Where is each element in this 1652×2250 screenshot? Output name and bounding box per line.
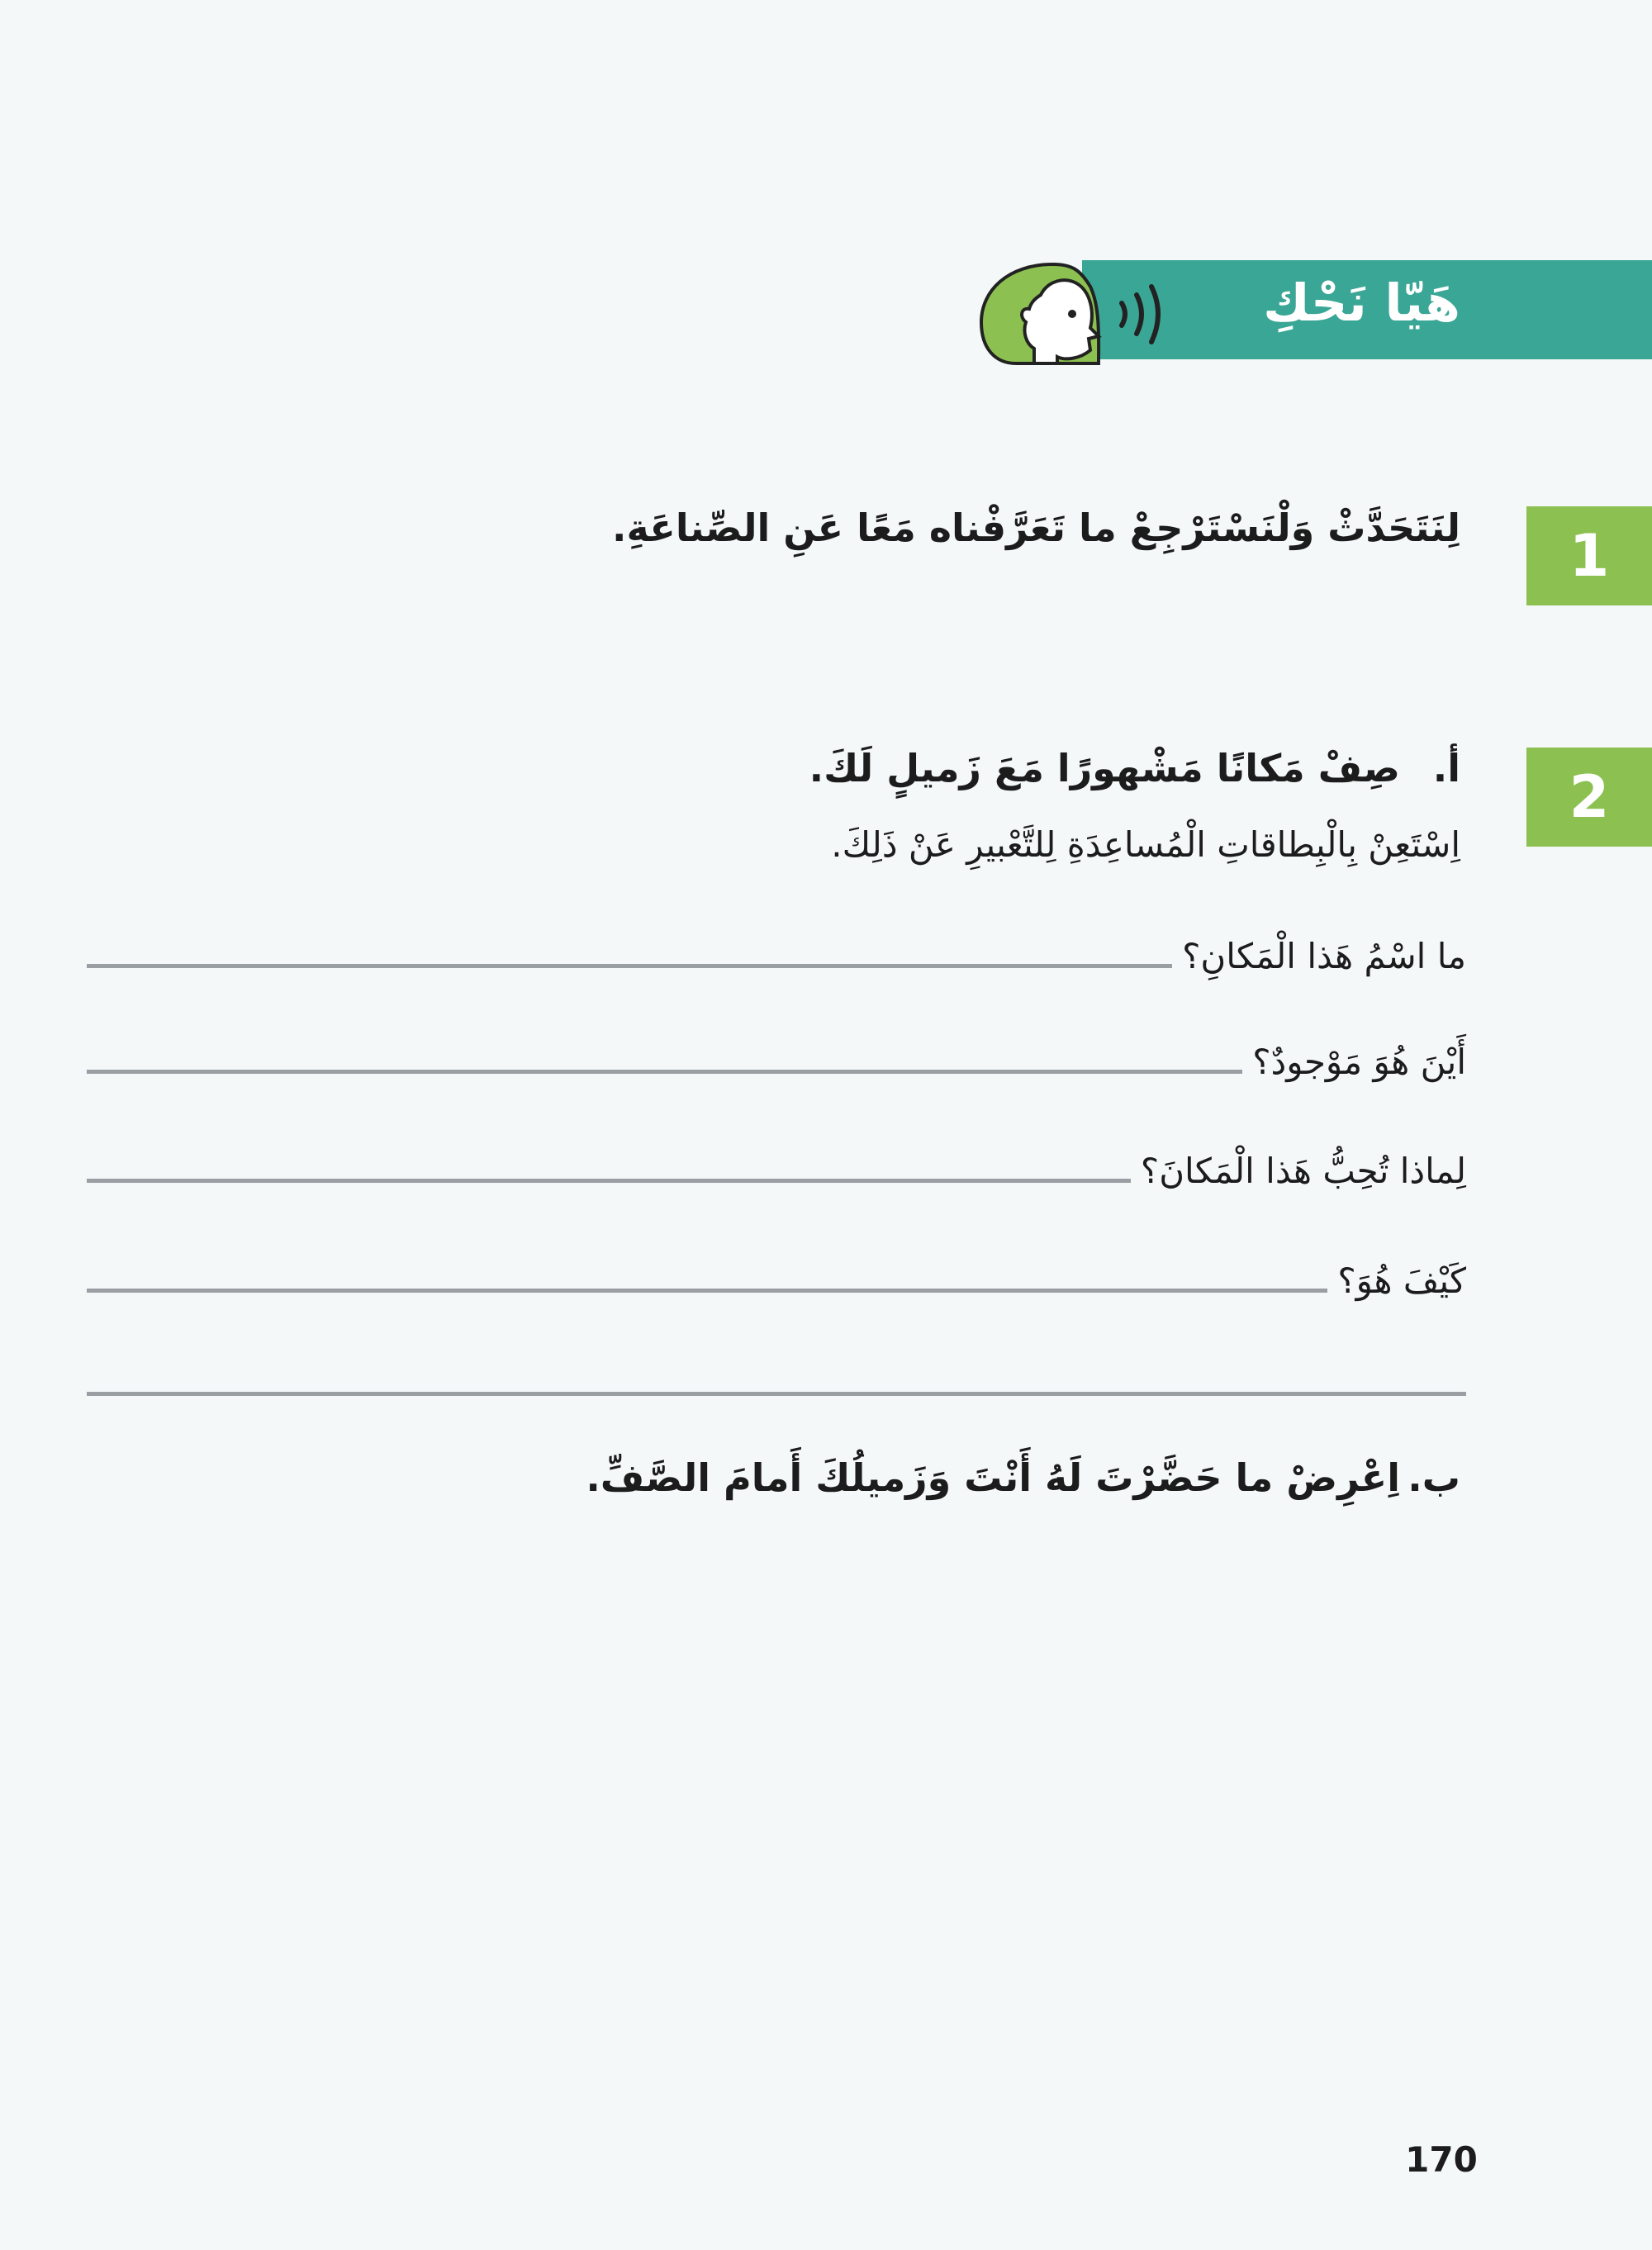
item-b-instruction: اِعْرِضْ ما حَضَّرْتَ لَهُ أَنْتَ وَزَميلُكَ أَمامَ الصَّفِّ. (586, 1455, 1400, 1500)
page-number: 170 (1405, 2139, 1478, 2180)
question-row (87, 919, 1466, 976)
question-row (87, 1024, 1466, 1082)
section-title: هَيّا نَحْكِ (1263, 273, 1460, 333)
section-number-1: 1 (1526, 506, 1652, 605)
section-number-2: 2 (1526, 748, 1652, 847)
question-label: كَيْفَ هُوَ؟ (1337, 1260, 1466, 1301)
question-row (87, 1243, 1466, 1301)
speaking-head-icon (975, 258, 1189, 369)
question-row (87, 1133, 1466, 1191)
item-a-letter: أ. (1432, 746, 1460, 790)
question-label: لِماذا تُحِبُّ هَذا الْمَكانَ؟ (1140, 1151, 1466, 1191)
question-label: أَيْنَ هُوَ مَوْجودٌ؟ (1252, 1042, 1466, 1082)
answer-line[interactable] (87, 964, 1172, 968)
item-b-letter: ب. (1408, 1455, 1460, 1500)
answer-line[interactable] (87, 1289, 1327, 1293)
answer-line[interactable] (87, 1179, 1131, 1183)
question-label: ما اسْمُ هَذا الْمَكانِ؟ (1182, 936, 1466, 976)
section-1-instruction: لِنَتَحَدَّثْ وَلْنَسْتَرْجِعْ ما تَعَرَّفْناه مَعًا عَنِ الصِّناعَةِ. (612, 506, 1460, 550)
helper-instruction: اِسْتَعِنْ بِالْبِطاقاتِ الْمُساعِدَةِ لِلتَّعْبيرِ عَنْ ذَلِكَ. (831, 824, 1460, 865)
answer-line[interactable] (87, 1070, 1242, 1074)
item-a-instruction: صِفْ مَكانًا مَشْهورًا مَعَ زَميلٍ لَكَ. (809, 746, 1400, 790)
extra-answer-line[interactable] (87, 1392, 1466, 1396)
